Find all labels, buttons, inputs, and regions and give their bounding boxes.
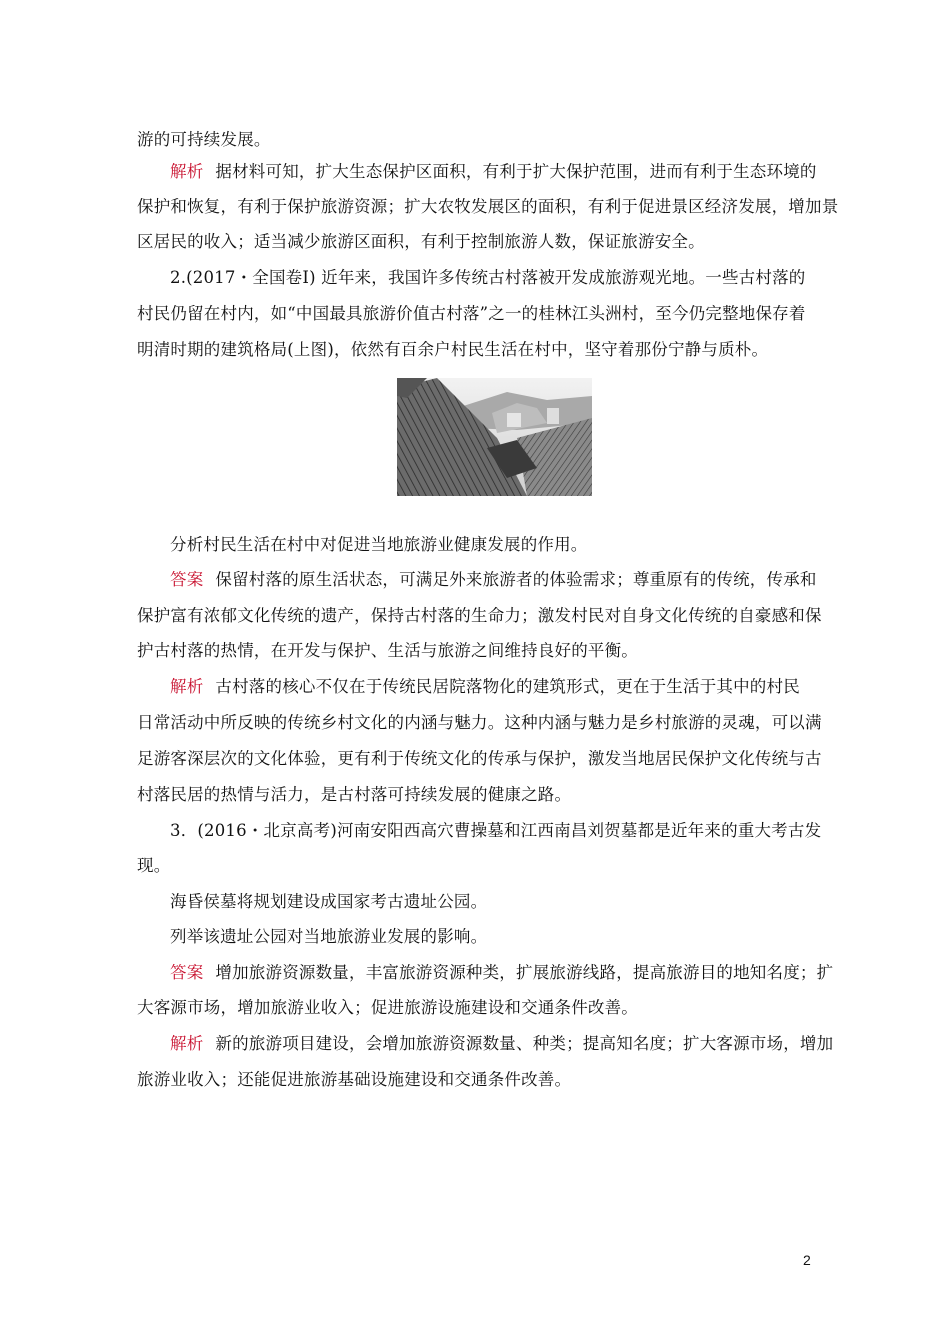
analysis-tag: 解析 (170, 162, 204, 181)
answer-paragraph (170, 963, 833, 983)
text-line: 日常活动中所反映的传统乡村文化的内涵与魅力。这种内涵与魅力是乡村旅游的灵魂，可以满 (137, 713, 822, 732)
analysis-paragraph (170, 677, 800, 697)
text-line: 村民仍留在村内，如“中国最具旅游价值古村落”之一的桂林江头洲村，至今仍完整地保存着 (137, 304, 806, 323)
text-line: 现。 (137, 856, 171, 875)
text-line: 明清时期的建筑格局(上图)，依然有百余户村民生活在村中，坚守着那份宁静与质朴。 (137, 340, 769, 359)
page-number: 2 (803, 1252, 811, 1268)
text-line: 护古村落的热情，在开发与保护、生活与旅游之间维持良好的平衡。 (137, 641, 638, 660)
question-text: 海昏侯墓将规划建设成国家考古遗址公园。 (170, 892, 488, 911)
answer-tag: 答案 (170, 963, 204, 982)
question-3: 3．(2016・北京高考)河南安阳西高穴曹操墓和江西南昌刘贺墓都是近年来的重大考古发 (170, 821, 822, 840)
question-text: 分析村民生活在村中对促进当地旅游业健康发展的作用。 (170, 535, 588, 554)
answer-tag: 答案 (170, 570, 204, 589)
text-line: 保护富有浓郁文化传统的遗产，保持古村落的生命力；激发村民对自身文化传统的自豪感和保 (137, 606, 822, 625)
text-line: 古村落的核心不仅在于传统民居院落物化的建筑形式，更在于生活于其中的村民 (215, 677, 800, 696)
answer-paragraph (170, 570, 817, 590)
text-line: 大客源市场，增加旅游业收入；促进旅游设施建设和交通条件改善。 (137, 998, 638, 1017)
text-line: 保护和恢复，有利于保护旅游资源；扩大农牧发展区的面积，有利于促进景区经济发展，增加景 (137, 197, 839, 216)
analysis-tag: 解析 (170, 1034, 204, 1053)
text-line: 足游客深层次的文化体验，更有利于传统文化的传承与保护，激发当地居民保护文化传统与古 (137, 749, 822, 768)
text-line: 旅游业收入；还能促进旅游基础设施建设和交通条件改善。 (137, 1070, 572, 1089)
analysis-paragraph (170, 1034, 833, 1054)
ancient-village-rooftops-photo (397, 378, 592, 496)
text-line: 区居民的收入；适当减少旅游区面积，有利于控制旅游人数，保证旅游安全。 (137, 232, 705, 251)
text-line: 村落民居的热情与活力，是古村落可持续发展的健康之路。 (137, 785, 572, 804)
text-line: 据材料可知，扩大生态保护区面积，有利于扩大保护范围，进而有利于生态环境的 (215, 162, 817, 181)
question-2: 2.(2017・全国卷Ⅰ) 近年来，我国许多传统古村落被开发成旅游观光地。一些古村落的 (170, 268, 806, 287)
text-line: 保留村落的原生活状态，可满足外来旅游者的体验需求；尊重原有的传统，传承和 (215, 570, 817, 589)
analysis-paragraph (170, 162, 817, 182)
question-text: 列举该遗址公园对当地旅游业发展的影响。 (170, 927, 488, 946)
analysis-tag: 解析 (170, 677, 204, 696)
text-line: 新的旅游项目建设，会增加旅游资源数量、种类；提高知名度；扩大客源市场，增加 (215, 1034, 834, 1053)
text-line: 增加旅游资源数量，丰富旅游资源种类，扩展旅游线路，提高旅游目的地知名度；扩 (215, 963, 834, 982)
text-line: 游的可持续发展。 (137, 130, 271, 149)
